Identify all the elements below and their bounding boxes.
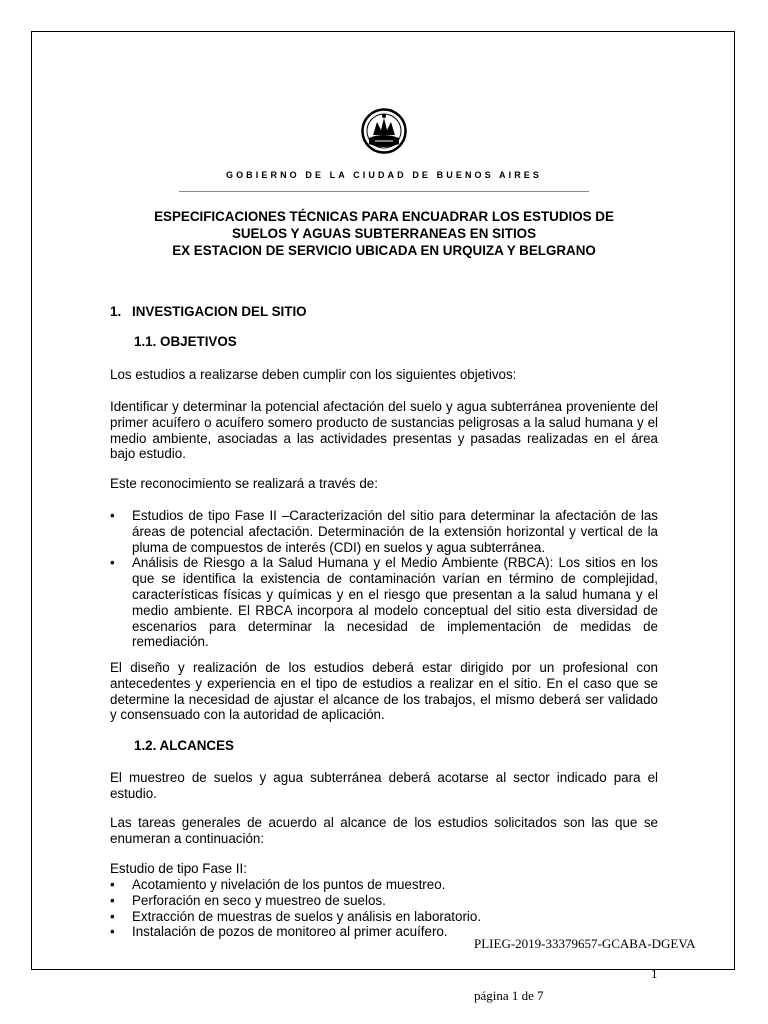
bullet-glyph: • [110, 508, 115, 523]
bullet-glyph: • [110, 908, 115, 924]
header-rule [179, 191, 589, 192]
document-title [0, 208, 768, 259]
list-item-text: Perforación en seco y muestreo de suelos. [132, 892, 386, 908]
page-count: página 1 de 7 [474, 988, 544, 1003]
scope-paragraph-1: El muestreo de suelos y agua subterránea deberá acotarse al sector indicado para el estudio. [110, 770, 658, 801]
list-item-text: Instalación de pozos de monitoreo al primer acuífero. [132, 924, 448, 940]
title-line: ESPECIFICACIONES TÉCNICAS PARA ENCUADRAR LOS ESTUDIOS DE [154, 209, 614, 224]
list-item [110, 555, 658, 650]
section-1-2-heading: 1.2. ALCANCES [134, 738, 234, 753]
list-item-text: Acotamiento y nivelación de los puntos de muestreo. [132, 877, 446, 892]
list-item [110, 893, 658, 909]
bullet-glyph: • [110, 924, 115, 940]
list-item-text: Extracción de muestras de suelos y análisis en laboratorio. [132, 908, 482, 924]
objectives-intro: Los estudios a realizarse deben cumplir con los siguientes objetivos: [110, 367, 517, 382]
phase-label: Estudio de tipo Fase II: [110, 861, 247, 876]
list-item [110, 508, 658, 555]
design-paragraph: El diseño y realización de los estudios deberá estar dirigido por un profesional con antecedentes y experiencia en el tipo de estudios a realizar en el sitio. En el caso que se determine la necesidad de ajustar el alcance de los trabajos, el mismo deberá ser validado y consensuado con la autoridad de aplicación. [110, 660, 658, 723]
page-number: 1 [651, 966, 658, 981]
bullet-glyph: • [110, 555, 115, 571]
section-1-heading [110, 304, 307, 319]
section-1-title: INVESTIGACION DEL SITIO [132, 304, 307, 319]
objectives-list [110, 508, 658, 650]
list-item-text: Análisis de Riesgo a la Salud Humana y el Medio Ambiente (RBCA): Los sitios en los que se identifica la existencia de contaminación varían en término de complejidad, características físicas y químicas y en el riesgo que presentan a la salud humana y el medio ambiente. El RBCA incorpora al modelo conceptual del sitio esta diversidad de escenarios para determinar la necesidad de implementación de medidas de remediación. [132, 555, 658, 650]
list-item [110, 909, 658, 925]
bullet-glyph: • [110, 892, 115, 908]
section-1-1-heading: 1.1. OBJETIVOS [134, 334, 237, 349]
section-1-number: 1. [110, 304, 122, 319]
government-header: GOBIERNO DE LA CIUDAD DE BUENOS AIRES [225, 170, 543, 180]
title-line: EX ESTACION DE SERVICIO UBICADA EN URQUIZA Y BELGRANO [172, 243, 596, 258]
title-line: SUELOS Y AGUAS SUBTERRANEAS EN SITIOS [231, 226, 537, 241]
recognition-paragraph: Este reconocimiento se realizará a través de: [110, 476, 378, 491]
document-id: PLIEG-2019-33379657-GCABA-DGEVA [474, 936, 696, 951]
city-seal-icon [361, 108, 407, 154]
scope-list [110, 877, 658, 940]
list-item-text: Estudios de tipo Fase II –Caracterización del sitio para determinar la afectación de las áreas de potencial afectación. Determinación de la extensión horizontal y vertical de la pluma de compuestos de interés (CDI) en suelos y agua subterránea. [132, 508, 658, 555]
scope-paragraph-2: Las tareas generales de acuerdo al alcance de los estudios solicitados son las que se enumeran a continuación: [110, 815, 658, 846]
bullet-glyph: • [110, 877, 115, 892]
objectives-paragraph: Identificar y determinar la potencial afectación del suelo y agua subterránea proveniente del primer acuífero o acuífero somero producto de sustancias peligrosas a la salud humana y el medio ambiente, asociadas a las actividades presentas y pasadas realizadas en el área bajo estudio. [110, 399, 658, 462]
list-item [110, 877, 658, 893]
